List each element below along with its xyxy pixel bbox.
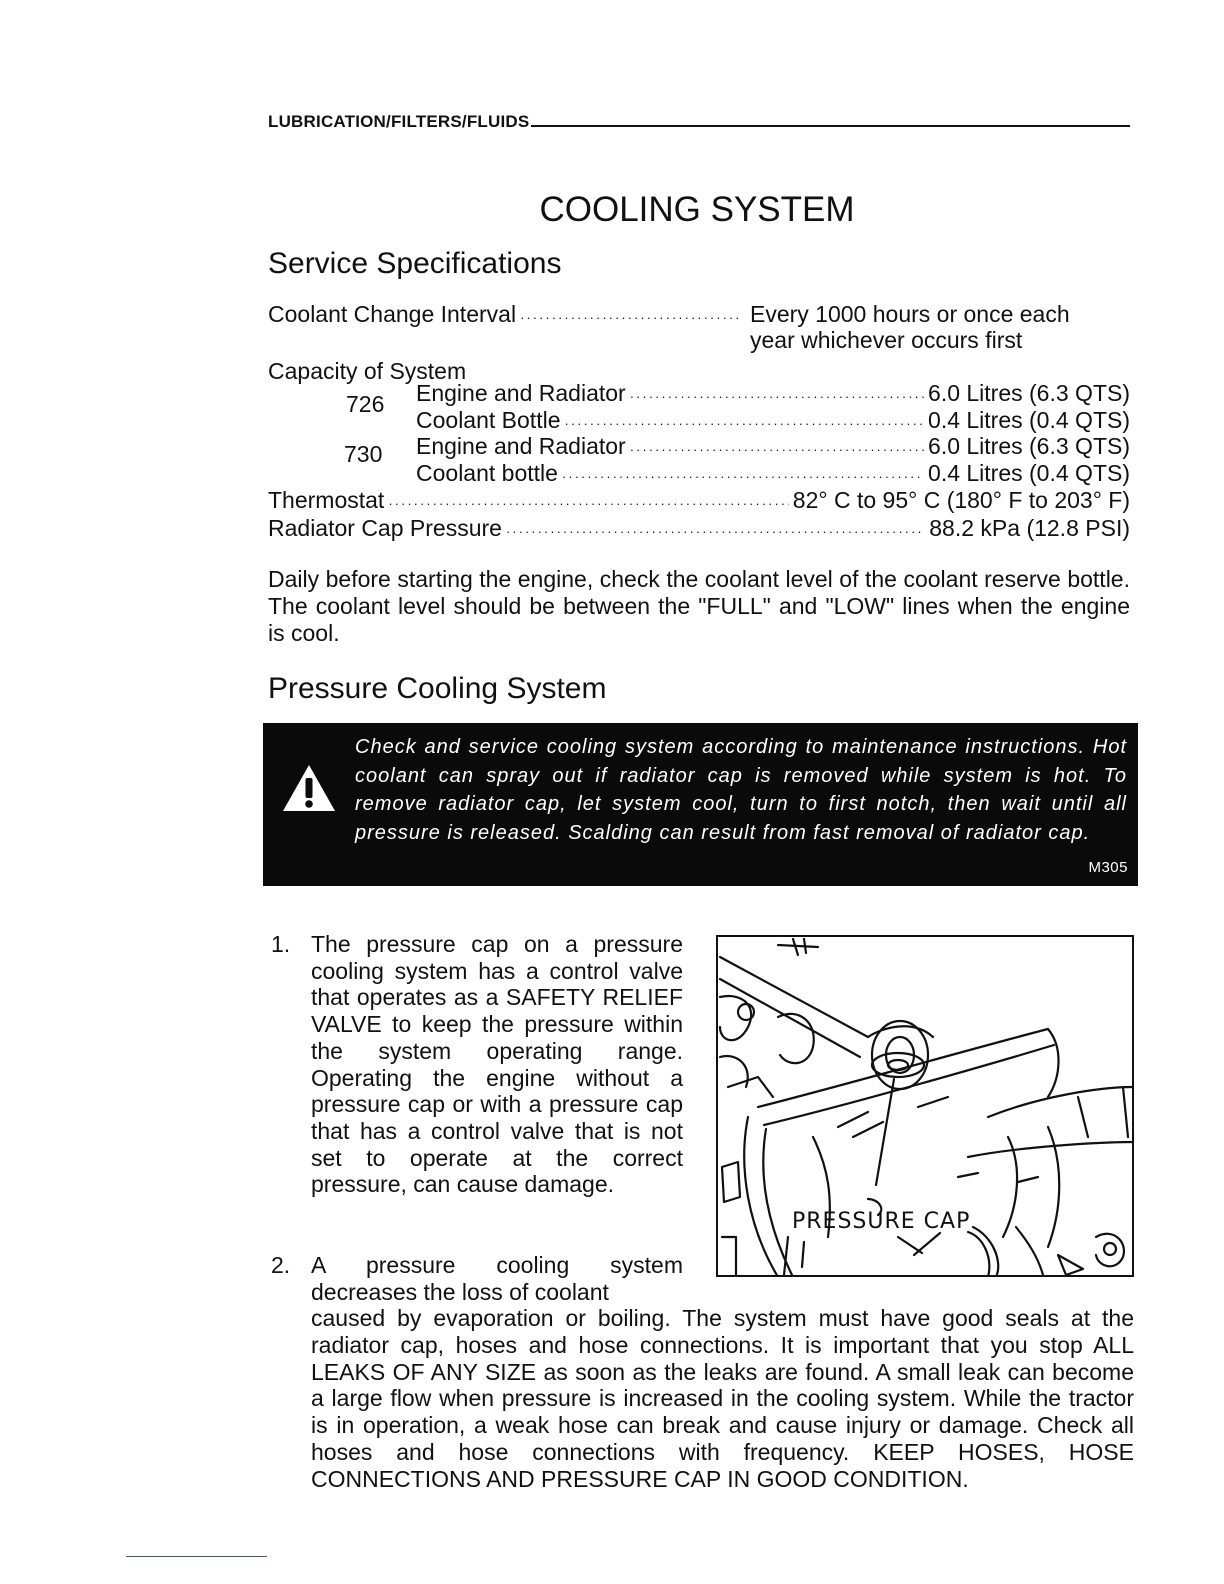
coolant-change-label: Coolant Change Interval	[268, 301, 517, 327]
service-specs-heading: Service Specifications	[268, 247, 562, 280]
item-1-text: The pressure cap on a pressure cooling system has a control valve that operates as a SAFETY RELIEF VALVE to keep the pressure within the system operating range. Operating the engine without a pressure cap or with a pressure cap that has a control valve that is not set to operate at the correct pressure, can cause damage.	[311, 931, 683, 1198]
coolant-change-row	[268, 301, 746, 331]
item-2-text-continued: caused by evaporation or boiling. The system must have good seals at the radiator cap, hoses and hose connections. It is important that you stop ALL LEAKS OF ANY SIZE as soon as the leaks are found. A small leak can become a large flow when pressure is increased in the cooling system. While the tractor is in operation, a weak hose can break and cause injury or damage. Check all hoses and hose connections with frequency. KEEP HOSES, HOSE CONNECTIONS AND PRESSURE CAP IN GOOD CONDITION.	[311, 1305, 1134, 1492]
radiator-cap-value: 88.2 kPa (12.8 PSI)	[929, 515, 1130, 541]
warning-box	[263, 723, 1138, 886]
capacity-value: 0.4 Litres (0.4 QTS)	[928, 460, 1130, 486]
coolant-bottle-label: Coolant Bottle	[416, 407, 561, 433]
warning-code: M305	[1088, 859, 1128, 876]
model-726: 726	[346, 391, 385, 417]
leader-dots	[388, 491, 788, 517]
thermostat-value: 82° C to 95° C (180° F to 203° F)	[792, 487, 1130, 513]
section-title: LUBRICATION/FILTERS/FLUIDS	[268, 112, 530, 131]
header-rule	[531, 125, 1130, 127]
item-2-text-start: A pressure cooling system decreases the loss of coolant	[311, 1252, 683, 1305]
warning-triangle-icon	[281, 763, 337, 813]
radiator-cap-label: Radiator Cap Pressure	[268, 515, 502, 541]
coolant-bottle-label: Coolant bottle	[416, 460, 558, 486]
capacity-value: 6.0 Litres (6.3 QTS)	[928, 433, 1130, 459]
engine-radiator-label: Engine and Radiator	[416, 433, 626, 459]
pressure-cap-figure	[716, 935, 1134, 1277]
page-title: COOLING SYSTEM	[539, 190, 855, 229]
leader-dots	[506, 519, 925, 545]
daily-check-paragraph: Daily before starting the engine, check the coolant level of the coolant reserve bottle. The coolant level should be between the "FULL" and "LOW" lines when the engine is cool.	[268, 566, 1130, 646]
capacity-730-engine-row	[416, 433, 1130, 463]
capacity-label: Capacity of System	[268, 358, 467, 384]
footer-rule	[126, 1556, 267, 1557]
leader-dots	[520, 305, 742, 331]
item-number-1: 1.	[271, 931, 291, 957]
capacity-730-bottle-row	[416, 460, 1130, 490]
model-730: 730	[344, 441, 383, 467]
item-number-2: 2.	[271, 1252, 291, 1278]
engine-radiator-label: Engine and Radiator	[416, 380, 626, 406]
coolant-change-value-1: Every 1000 hours or once each	[750, 301, 1070, 327]
radiator-cap-row	[268, 515, 1130, 545]
thermostat-row	[268, 487, 1130, 517]
warning-text: Check and service cooling system according to maintenance instructions. Hot coolant can spray out if radiator cap is removed while system is hot. To remove radiator cap, let system cool, turn to first notch, then wait until all pressure is released. Scalding can result from fast removal of radiator cap.	[355, 736, 1127, 844]
capacity-726-engine-row	[416, 380, 1130, 410]
running-header	[268, 108, 1130, 130]
capacity-value: 6.0 Litres (6.3 QTS)	[928, 380, 1130, 406]
thermostat-label: Thermostat	[268, 487, 385, 513]
capacity-value: 0.4 Litres (0.4 QTS)	[928, 407, 1130, 433]
figure-label: PRESSURE CAP	[792, 1209, 971, 1234]
coolant-change-value-2: year whichever occurs first	[750, 327, 1023, 353]
pressure-cooling-heading: Pressure Cooling System	[268, 672, 607, 705]
